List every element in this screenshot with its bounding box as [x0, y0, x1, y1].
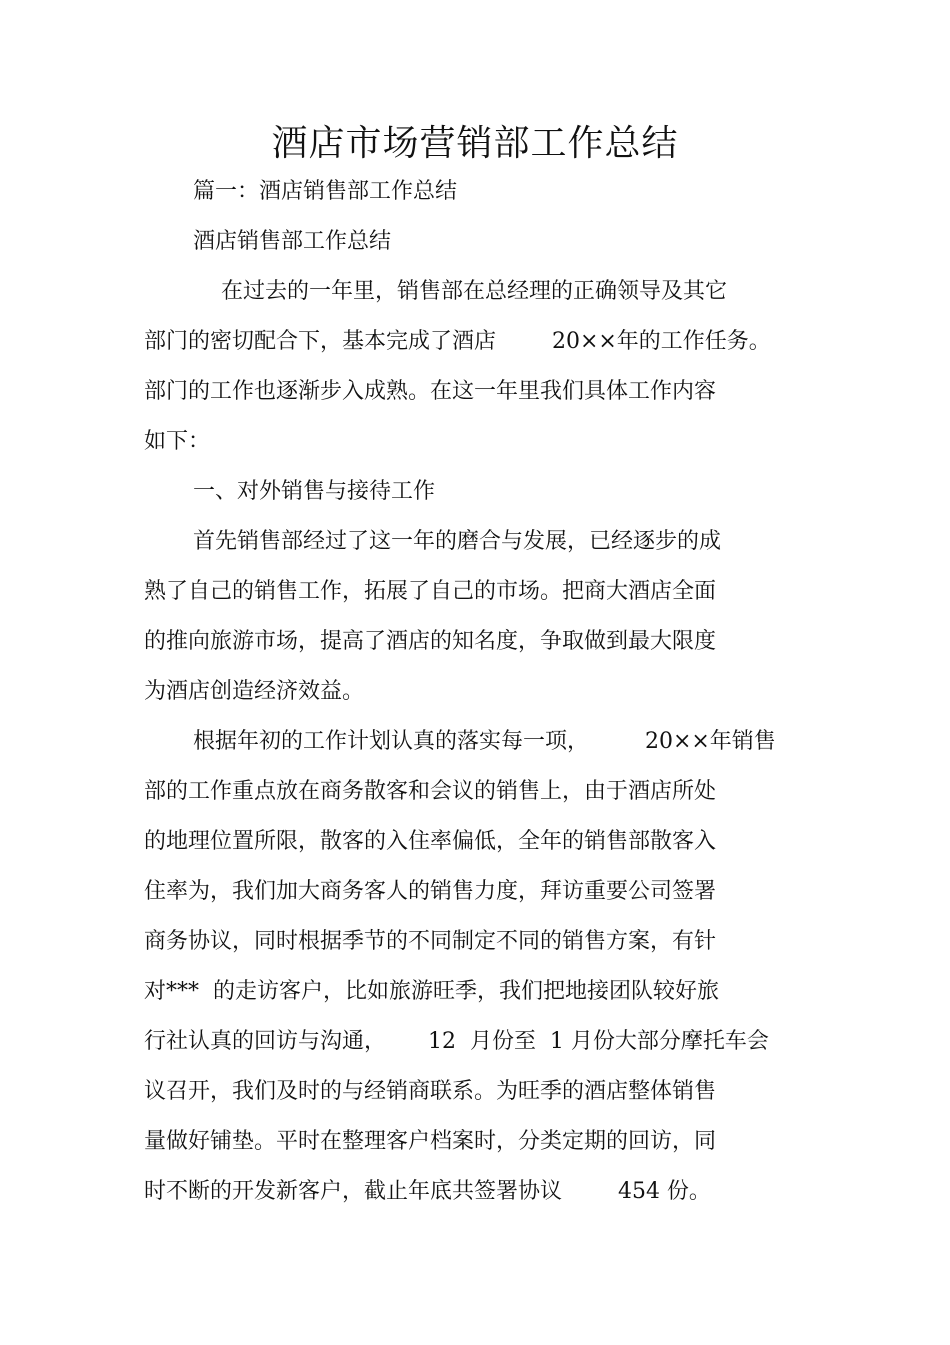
text-line: 在过去的一年里，销售部在总经理的正确领导及其它 — [221, 279, 728, 304]
text-line: 量做好铺垫。平时在整理客户档案时，分类定期的回访，同 — [144, 1129, 717, 1154]
text-line: 部的工作重点放在商务散客和会议的销售上，由于酒店所处 — [144, 779, 717, 804]
text-line: 部门的密切配合下，基本完成了酒店 20××年的工作任务。 — [144, 329, 771, 354]
text-line: 根据年初的工作计划认真的落实每一项， 20××年销售 — [193, 729, 776, 754]
text-line: 住率为，我们加大商务客人的销售力度，拜访重要公司签署 — [144, 879, 717, 904]
text-line: 熟了自己的销售工作，拓展了自己的市场。把商大酒店全面 — [144, 579, 717, 604]
text-line: 商务协议，同时根据季节的不同制定不同的销售方案，有针 — [144, 929, 717, 954]
text-line: 如下： — [144, 429, 211, 454]
text-line-subtitle: 酒店销售部工作总结 — [193, 229, 392, 254]
text-line: 首先销售部经过了这一年的磨合与发展，已经逐步的成 — [193, 529, 722, 554]
text-line: 的推向旅游市场，提高了酒店的知名度，争取做到最大限度 — [144, 629, 717, 654]
text-line-section-heading: 篇一：酒店销售部工作总结 — [193, 179, 458, 204]
text-line-section-heading: 一、对外销售与接待工作 — [193, 479, 436, 504]
text-line: 时不断的开发新客户，截止年底共签署协议 454 份。 — [144, 1179, 711, 1204]
document-title: 酒店市场营销部工作总结 — [271, 123, 679, 164]
text-line: 为酒店创造经济效益。 — [144, 679, 365, 704]
text-line: 的地理位置所限，散客的入住率偏低，全年的销售部散客入 — [144, 829, 717, 854]
text-line: 对*** 的走访客户，比如旅游旺季，我们把地接团队较好旅 — [144, 979, 719, 1004]
text-line: 行社认真的回访与沟通， 12 月份至 1 月份大部分摩托车会 — [144, 1029, 769, 1054]
text-line: 部门的工作也逐渐步入成熟。在这一年里我们具体工作内容 — [144, 379, 717, 404]
text-line: 议召开，我们及时的与经销商联系。为旺季的酒店整体销售 — [144, 1079, 717, 1104]
